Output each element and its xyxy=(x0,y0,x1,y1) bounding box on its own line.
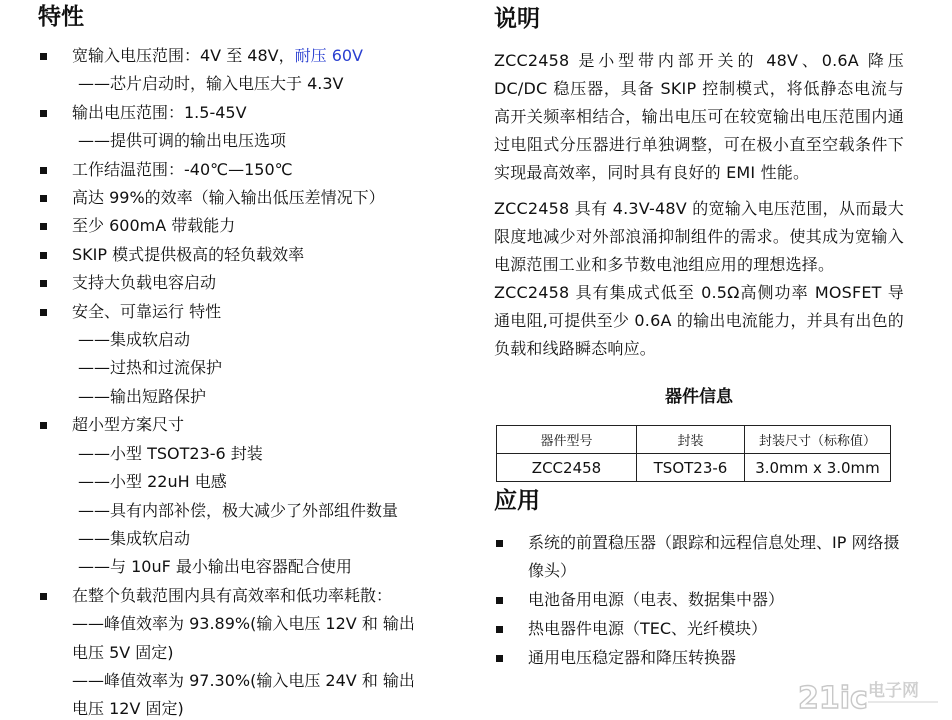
feature-item xyxy=(38,582,448,720)
bullet-icon xyxy=(40,593,47,600)
feature-sub: ——与 10uF 最小输出电容器配合使用 xyxy=(78,557,352,577)
feature-item xyxy=(38,241,448,269)
feature-sub: 电压 5V 固定) xyxy=(72,642,174,662)
applications-title: 应用 xyxy=(494,488,540,514)
bullet-icon xyxy=(496,626,503,633)
feature-sub: 电压 12V 固定) xyxy=(72,699,184,719)
feature-highlight: 耐压 60V xyxy=(294,46,364,65)
feature-item xyxy=(38,184,448,212)
application-item xyxy=(494,644,904,672)
feature-item xyxy=(38,99,448,156)
feature-sub: ——小型 TSOT23-6 封装 xyxy=(78,443,263,463)
bullet-icon xyxy=(40,252,47,259)
description-paragraph: ZCC2458 具有集成式低至 0.5Ω高侧功率 MOSFET 导通电阻,可提供至少 0.6A 的输出电流能力，并具有出色的负载和线路瞬态响应。 xyxy=(494,283,904,358)
application-text: 电池备用电源（电表、数据集中器） xyxy=(528,590,785,609)
bullet-icon xyxy=(496,540,503,547)
application-item xyxy=(494,586,904,614)
feature-sub: ——集成软启动 xyxy=(78,528,191,548)
feature-text: 在整个负载范围内具有高效率和低功率耗散： xyxy=(72,585,393,605)
table-row xyxy=(497,454,891,482)
table-header-cell: 封装 xyxy=(637,426,745,454)
application-item xyxy=(494,529,904,585)
feature-sub: ——集成软启动 xyxy=(78,330,191,350)
feature-item xyxy=(38,269,448,297)
feature-item xyxy=(38,42,448,99)
feature-sub: ——小型 22uH 电感 xyxy=(78,472,227,492)
bullet-icon xyxy=(40,110,47,117)
bullet-icon xyxy=(40,223,47,230)
feature-text: 安全、可靠运行 特性 xyxy=(72,301,222,321)
table-header-cell: 器件型号 xyxy=(497,426,637,454)
feature-text: SKIP 模式提供极高的轻负载效率 xyxy=(72,244,305,264)
feature-sub: ——芯片启动时，输入电压大于 4.3V xyxy=(78,74,344,94)
bullet-icon xyxy=(496,655,503,662)
feature-sub: ——提供可调的输出电压选项 xyxy=(78,131,287,151)
bullet-icon xyxy=(496,597,503,604)
feature-item xyxy=(38,298,448,412)
table-cell: ZCC2458 xyxy=(497,454,637,482)
feature-sub: ——峰值效率为 93.89%(输入电压 12V 和 输出 xyxy=(72,614,415,634)
feature-item xyxy=(38,411,448,581)
application-item xyxy=(494,615,904,643)
features-column xyxy=(38,0,448,720)
description-title: 说明 xyxy=(494,6,540,32)
feature-sub: ——过热和过流保护 xyxy=(78,358,223,378)
device-info-table xyxy=(496,425,891,482)
bullet-icon xyxy=(40,309,47,316)
bullet-icon xyxy=(40,53,47,60)
application-text: 系统的前置稳压器（跟踪和远程信息处理、IP 网络摄像头） xyxy=(528,533,900,580)
application-text: 热电器件电源（TEC、光纤模块） xyxy=(528,619,768,638)
watermark-logo xyxy=(796,676,946,716)
feature-text: 宽输入电压范围：4V 至 48V， xyxy=(72,46,295,65)
bullet-icon xyxy=(40,280,47,287)
features-title: 特性 xyxy=(38,4,84,30)
feature-sub: ——具有内部补偿，极大减少了外部组件数量 xyxy=(78,500,399,520)
feature-text: 支持大负载电容启动 xyxy=(72,273,217,293)
feature-text: 至少 600mA 带载能力 xyxy=(72,216,236,236)
bullet-icon xyxy=(40,195,47,202)
feature-item xyxy=(38,156,448,184)
bullet-icon xyxy=(40,167,47,174)
table-cell: 3.0mm x 3.0mm xyxy=(745,454,891,482)
feature-text: 高达 99%的效率（输入输出低压差情况下） xyxy=(72,188,385,208)
table-header-cell: 封装尺寸（标称值） xyxy=(745,426,891,454)
feature-text: 超小型方案尺寸 xyxy=(72,415,185,435)
application-text: 通用电压稳定器和降压转换器 xyxy=(528,648,737,667)
feature-sub: ——峰值效率为 97.30%(输入电压 24V 和 输出 xyxy=(72,670,415,690)
bullet-icon xyxy=(40,422,47,429)
table-cell: TSOT23-6 xyxy=(637,454,745,482)
description-paragraph: ZCC2458 是小型带内部开关的 48V、0.6A 降压 DC/DC 稳压器，具备 SKIP 控制模式，将低静态电流与高开关频率相结合，输出电压可在较宽输出电压范围内通过电阻式分压器进行单独调整，可在极小直至空载条件下实现最高效率，同时具有良好的 EMI 性能。 xyxy=(494,51,904,182)
applications-list xyxy=(494,529,904,672)
feature-item xyxy=(38,212,448,240)
description-paragraph: ZCC2458 具有 4.3V-48V 的宽输入电压范围，从而最大限度地减少对外部浪涌抑制组件的需求。使其成为宽输入电源范围工业和多节数电池组应用的理想选择。 xyxy=(494,199,904,274)
feature-text: 工作结温范围：-40℃—150℃ xyxy=(72,159,293,179)
features-list xyxy=(38,42,448,720)
table-header-row xyxy=(497,426,891,454)
feature-text: 输出电压范围：1.5-45V xyxy=(72,102,247,122)
feature-sub: ——输出短路保护 xyxy=(78,386,207,406)
svg-text:21ic: 21ic xyxy=(798,681,868,716)
svg-text:电子网: 电子网 xyxy=(868,681,919,701)
device-info-title: 器件信息 xyxy=(665,387,733,407)
description-column xyxy=(494,0,904,673)
